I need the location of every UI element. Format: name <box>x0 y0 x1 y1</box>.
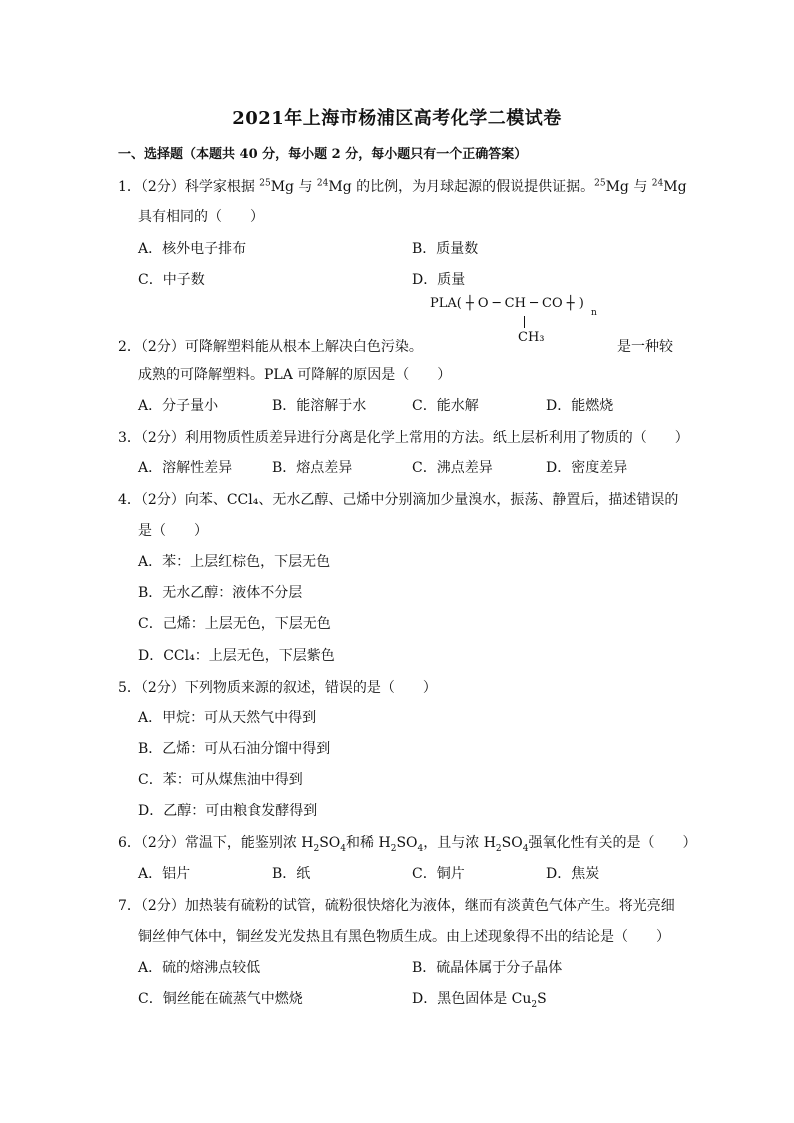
page-title: 2021年上海市杨浦区高考化学二模试卷 <box>232 108 562 129</box>
q1-text: 1．（2分）科学家根据 <box>118 179 260 195</box>
q6-text: 6．（2分）常温下，能鉴别浓 H <box>118 835 314 851</box>
option-d[interactable]: D．质量 <box>412 272 466 288</box>
option-c[interactable]: C．沸点差异 <box>412 460 493 476</box>
option-d-text: D．黑色固体是 Cu <box>412 991 532 1007</box>
question-4-line-1: 4．（2分）向苯、CCl₄、无水乙醇、己烯中分别滴加少量溴水，振荡、静置后，描述错误的 <box>118 492 679 508</box>
question-2-line-1a: 2．（2分）可降解塑料能从根本上解决白色污染。 <box>118 339 423 355</box>
q1-isotope-24: 24 <box>316 178 329 189</box>
formula-subscript: n <box>591 308 597 318</box>
option-a[interactable]: A．苯：上层红棕色，下层无色 <box>138 554 331 570</box>
option-c[interactable]: C．苯：可从煤焦油中得到 <box>138 772 303 788</box>
option-b[interactable]: B．质量数 <box>412 241 479 257</box>
q6-subscript: 4 <box>522 843 529 854</box>
question-6-line-1 <box>118 832 696 854</box>
question-2-line-1b: 是一种较 <box>617 339 673 355</box>
option-c[interactable]: C．己烯：上层无色，下层无色 <box>138 616 331 632</box>
option-c[interactable]: C．能水解 <box>412 398 479 414</box>
option-d[interactable]: D．乙醇：可由粮食发酵得到 <box>138 803 318 819</box>
formula-bond <box>524 316 525 328</box>
question-7-line-2: 铜丝伸气体中，铜丝发光发热且有黑色物质生成。由上述现象得不出的结论是（ ） <box>138 929 670 945</box>
question-1-line-1 <box>118 176 687 196</box>
question-3-line-1: 3．（2分）利用物质性质差异进行分离是化学上常用的方法。纸上层析利用了物质的（ ） <box>118 430 689 446</box>
option-a[interactable]: A．铝片 <box>138 866 191 882</box>
q1-text: Mg 的比例，为月球起源的假说提供证据。 <box>328 179 595 195</box>
q6-subscript: 4 <box>340 843 347 854</box>
formula-main: PLA( ┼ O ─ CH ─ CO ┼ ) <box>430 296 584 311</box>
q6-text: SO <box>501 835 523 851</box>
q6-subscript: 2 <box>495 843 502 854</box>
question-5-line-1: 5．（2分）下列物质来源的叙述，错误的是（ ） <box>118 680 437 696</box>
pla-structural-formula <box>430 296 630 352</box>
q6-text: SO <box>396 835 418 851</box>
q6-subscript: 2 <box>390 843 397 854</box>
q6-subscript: 4 <box>417 843 424 854</box>
option-a[interactable]: A．硫的熔沸点较低 <box>138 960 261 976</box>
option-b[interactable]: B．硫晶体属于分子晶体 <box>412 960 563 976</box>
option-d[interactable] <box>412 988 547 1010</box>
formula-methyl: CH₃ <box>518 330 545 345</box>
q6-text: 和稀 H <box>346 835 391 851</box>
option-a[interactable]: A．甲烷：可从天然气中得到 <box>138 710 317 726</box>
question-7-line-1: 7．（2分）加热装有硫粉的试管，硫粉很快熔化为液体，继而有淡黄色气体产生。将光亮细 <box>118 898 675 914</box>
q1-isotope-24: 24 <box>651 178 664 189</box>
question-2-line-2: 成熟的可降解塑料。PLA 可降解的原因是（ ） <box>138 367 452 383</box>
q1-text: Mg <box>663 179 687 195</box>
section-heading: 一、选择题（本题共 40 分，每小题 2 分，每小题只有一个正确答案） <box>118 147 528 162</box>
option-a[interactable]: A．分子量小 <box>138 398 219 414</box>
q1-text: Mg 与 <box>605 179 652 195</box>
option-c[interactable]: C．铜片 <box>412 866 465 882</box>
option-d[interactable]: D．能燃烧 <box>546 398 614 414</box>
option-d[interactable]: D．CCl₄：上层无色，下层紫色 <box>138 648 335 664</box>
option-d[interactable]: D．焦炭 <box>546 866 600 882</box>
option-b[interactable]: B．乙烯：可从石油分馏中得到 <box>138 741 331 757</box>
q6-subscript: 2 <box>313 843 320 854</box>
q1-isotope-25: 25 <box>594 178 606 189</box>
q1-text: Mg 与 <box>270 179 317 195</box>
q1-isotope-25: 25 <box>259 178 271 189</box>
option-c[interactable]: C．中子数 <box>138 272 205 288</box>
q6-text: 强氧化性有关的是（ ） <box>528 835 697 851</box>
option-c[interactable]: C．铜丝能在硫蒸气中燃烧 <box>138 991 303 1007</box>
option-b[interactable]: B．熔点差异 <box>272 460 353 476</box>
question-4-line-2: 是（ ） <box>138 523 208 539</box>
q6-text: SO <box>319 835 341 851</box>
q6-text: ，且与浓 H <box>423 835 496 851</box>
option-d-text: S <box>537 991 547 1007</box>
option-b[interactable]: B．无水乙醇：液体不分层 <box>138 585 303 601</box>
option-d-subscript: 2 <box>531 999 538 1010</box>
option-b[interactable]: B．能溶解于水 <box>272 398 367 414</box>
option-a[interactable]: A．溶解性差异 <box>138 460 233 476</box>
question-1-line-2: 具有相同的（ ） <box>138 209 264 225</box>
option-b[interactable]: B．纸 <box>272 866 311 882</box>
option-d[interactable]: D．密度差异 <box>546 460 628 476</box>
option-a[interactable]: A．核外电子排布 <box>138 241 247 257</box>
